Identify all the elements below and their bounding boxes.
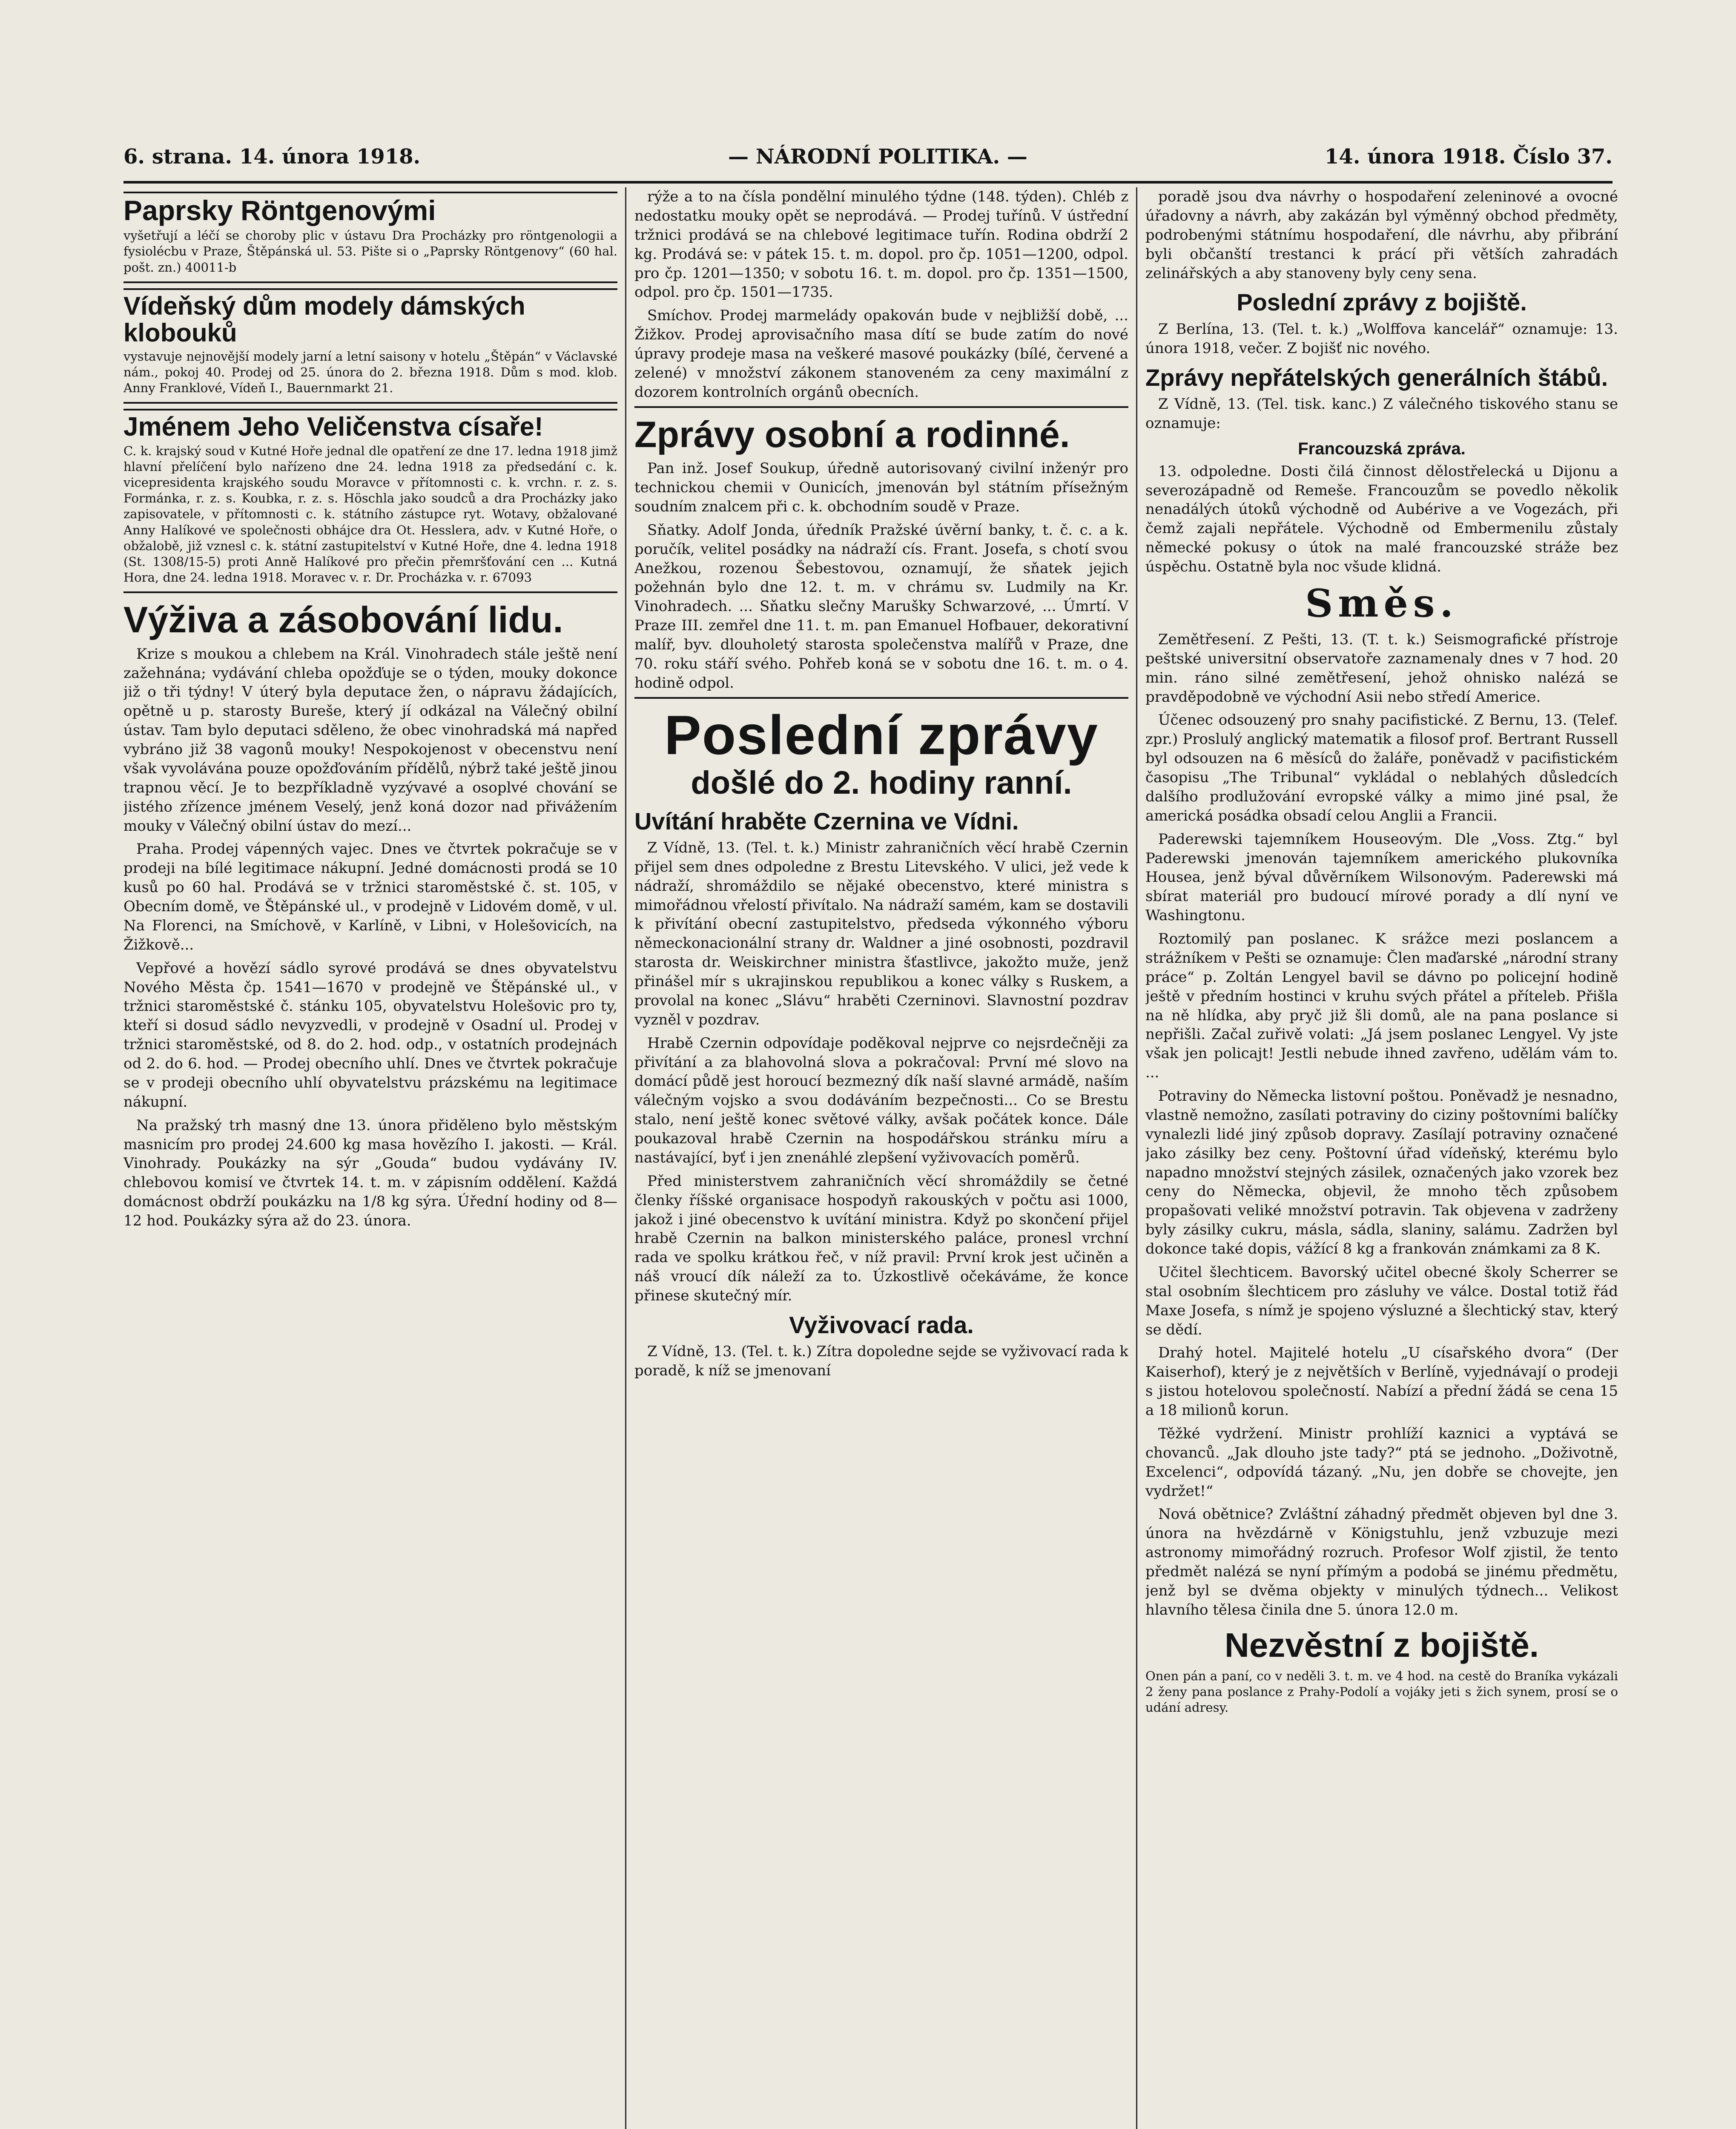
enemy-staffs-paragraph-2: 13. odpoledne. Dosti čilá činnost dělostřelecká u Dijonu a severozápadně od Remeše. Francouzům se povedlo několik nenadálých útoků východně od Aubérive a ve Vogezách, při čemž zajali nepřátele. Východně od Embermenilu zůstaly německé pokusy o útok na malé francouzské stráže bez úspěchu. Ostatně byla noc všude klidná. (1145, 462, 1618, 576)
miscellany-item-1: Zemětřesení. Z Pešti, 13. (T. t. k.) Seismografické přístroje peštské universitní observatoře zaznamenaly dnes v 7 hod. 20 min. ráno silné zemětřesení, jehož ohnisko nalézá se pravděpodobně ve východní Asii nebo středí Americe. (1145, 631, 1618, 706)
header-left: 6. strana. 14. února 1918. (123, 145, 421, 169)
column-1 (123, 187, 617, 2129)
article-title-food-council: Vyživovací rada. (789, 1311, 974, 1338)
miscellany-item-9: Nová obětnice? Zvláštní záhadný předmět objeven byl dne 3. února na hvězdárně v Königstuhlu, jenž vzbuzuje mezi astronomy mimořádný rozruch. Profesor Wolf zjistil, že tento předmět nalézá se nyní přímým a podobá se jinému předmětu, jenž byl se dvěma objekty v minulých týdnech... Velikost hlavního tělesa činila dne 5. února 12.0 m. (1145, 1506, 1618, 1618)
section-title-missing: Nezvěstní z bojiště. (1225, 1626, 1539, 1664)
header-masthead: — NÁRODNÍ POLITIKA. — (728, 145, 1027, 169)
missing-paragraph: Onen pán a paní, co v neděli 3. t. m. ve 4 hod. na cestě do Braníka vykázali 2 ženy pana poslance z Prahy-Podolí a vojáky jeti s žich synem, prosí se o udání adresy. (1145, 1668, 1618, 1715)
court-notice-text: C. k. krajský soud v Kutné Hoře jednal dle opatření ze dne 17. ledna 1918 jimž hlavní přelíčení bylo nařízeno dne 24. ledna 1918 za předsedání c. k. vicepresidenta krajského soudu Moravce v přítomnosti c. k. vrchn. r. z. s. Formánka, r. z. s. Koubka, r. z. s. Höschla jako soudců a dra Procházky jako zapisovatele, v přítomnosti c. k. státního zástupce ryt. Wotavy, obžalované Anny Halíkové ve společnosti obhájce dra Ot. Hesslera, adv. v Kutné Hoře, o obžalobě, již vznesl c. k. státní zastupitelství v Kutné Hoře, dne 4. ledna 1918 (St. 1308/15-5) proti Anně Halíkové pro přečin přemršťování cen ... Kutná Hora, dne 24. ledna 1918. Moravec v. r. Dr. Procházka v. r. 67093 (123, 444, 617, 585)
header-rule (123, 181, 1613, 184)
food-paragraph-2: Praha. Prodej vápenných vajec. Dnes ve čtvrtek pokračuje se v prodeji na bílé legitimace nákupní. Jedné domácnosti prodá se 10 kusů po 60 hal. Prodává se v tržnici staroměstské č. st. 105, v Obecním domě, ve Štěpánské ul., v prodejně v Lidovém domě, v ul. Na Florenci, na Smíchově, v Karlíně, v Libni, v Holešovicích, na Žižkově... (123, 841, 617, 953)
food-continued-2: Smíchov. Prodej marmelády opakován bude v nejbližší době, ... Žižkov. Prodej aprovisačního masa dítí se bude zatím do nové úpravy prodeje masa na veškeré masové poukázky (bílé, červené a zelené) v množství zákonem stanoveném za ceny maximální z dozorem kontrolních orgánů obecních. (634, 307, 1128, 401)
enemy-staffs-paragraph-1: Z Vídně, 13. (Tel. tisk. kanc.) Z válečného tiskového stanu se oznamuje: (1145, 395, 1618, 432)
miscellany-item-8: Těžké vydržení. Ministr prohlíží kaznici a vyptává se chovanců. „Jak dlouho jste tady?“ ptá se jednoho. „Doživotně, Excelenci“, odpovídá tázaný. „Nu, jen dobře se chovejte, jen vydržet!“ (1145, 1425, 1618, 1500)
czernin-paragraph-3: Před ministerstvem zahraničních věcí shromáždily se četné členky říšské organisace hospodyň rakouských v počtu asi 1000, jakož i jiné obecenstvo k uvítání ministra. Když po skončení přijel hrabě Czernin na balkon ministerského paláce, pronesl vrchní rada ve spolku krátkou řeč, v níž pravil: První krok jest učiněn a náš vroucí dík náleží za to. Úzkostlivě očekáváme, že konce přinese skutečný mír. (634, 1172, 1128, 1305)
court-notice (123, 409, 617, 593)
miscellany-item-6: Učitel šlechticem. Bavorský učitel obecné školy Scherrer se stal osobním šlechticem pro zásluhy ve válce. Dostal totiž řád Maxe Josefa, s nímž je spojeno výsluzné a šlechtický stav, který se dědí. (1145, 1263, 1618, 1338)
miscellany-item-4: Roztomilý pan poslanec. K srážce mezi poslancem a strážníkem v Pešti se oznamuje: Člen maďarské „národní strany práce“ p. Zoltán Lengyel bavil se dávno po policejní hodině ještě v předním hostinci v kruhu svých přátel a příteleb. Přišla na ně hlídka, aby pryč již šli domů, ale na pana poslance si nepřišli. Začal zuřivě volati: „Já jsem poslanec Lengyel. Vy jste však jen policajt! Jestli nebude ihned zavřeno, udělám vám to. ... (1145, 930, 1618, 1082)
column-divider-2 (1136, 187, 1137, 2129)
section-title-miscellany: Směs. (1305, 580, 1458, 626)
czernin-paragraph-2: Hrabě Czernin odpovídaje poděkoval nejprve co nejsrdečněji za přivítání a za blahovolná slova a pokračoval: První mé slovo na domácí půdě jest horoucí bezmezný dík naší slavné armádě, naším válečným vojsko a svou dodáváním bezpečnosti... Co se Brestu stalo, není ještě konec světové války, avšak počátek konce. Dále poukazoval hrabě Czernin na hospodářskou stránku míru a nastávající, byť i jen znenáhlé zlepšení vyživovacích poměrů. (634, 1034, 1128, 1166)
section-title-battlefield: Poslední zprávy z bojiště. (1237, 289, 1527, 316)
personal-paragraph-1: Pan inž. Josef Soukup, úředně autorisovaný civilní inženýr pro technickou chemii v Ounicích, jmenován byl státním přísežným soudním znalcem při c. k. obchodním soudě v Praze. (634, 460, 1128, 515)
ad-roentgen (123, 192, 617, 283)
headline-latest-news: Poslední zprávy (664, 703, 1099, 766)
section-title-food: Výživa a zásobování lidu. (123, 600, 563, 641)
headline-latest-news-sub: došlé do 2. hodiny ranní. (691, 764, 1072, 801)
column-2 (634, 187, 1128, 2129)
food-paragraph-1: Krize s moukou a chlebem na Král. Vinohradech stále ještě není zažehnána; vydávání chleba opožďuje se o týden, mouky dokonce již o tři týdny! V úterý byla deputace žen, o nápravu žádajících, opětně u p. starosty Bureše, který jí odkázal na Válečný obilní ústav. Tam bylo deputaci sděleno, že obec vinohradská má napřed vybráno již 38 vagonů mouky! Nespokojenost v obecenstvu není však vyvolávána pouze opožďováním přídělů, nýbrž také ještě jinou trapnou věcí. Je to bezpříkladně vyzývavé a osoplvé chování se jistého zřízence jménem Veselý, jenž koná dozor nad přivážením mouky v Válečný obilní ústav do mezí... (123, 645, 617, 835)
food-council-paragraph: Z Vídně, 13. (Tel. t. k.) Zítra dopoledne sejde se vyživovací rada k poradě, k níž se jmenovaní (634, 1343, 1128, 1380)
column-3 (1145, 187, 1618, 2129)
ad-roentgen-text: vyšetřují a léčí se choroby plic v ústavu Dra Procházky pro röntgenologii a fysiolécbu v Praze, Štěpánská ul. 53. Pište si o „Paprsky Röntgenovy“ (60 hal. pošt. zn.) 40011-b (123, 228, 617, 275)
ad-roentgen-title: Paprsky Röntgenovými (123, 195, 436, 226)
miscellany-item-7: Drahý hotel. Majitelé hotelu „U císařského dvora“ (Der Kaiserhof), který je z největších v Berlíně, vyjednávají o prodeji s jistou hotelovou společností. Nabízí a přední žádá se cena 15 a 18 milionů korun. (1145, 1344, 1618, 1419)
miscellany-item-3: Paderewski tajemníkem Houseovým. Dle „Voss. Ztg.“ byl Paderewski jmenován tajemníkem amerického plukovníka Housea, jenž býval důvěrníkem Wilsonovým. Paderewski má sbírat materiál pro budoucí mírové porady a dlí nyní ve Washingtonu. (1145, 830, 1618, 924)
food-paragraph-3: Vepřové a hovězí sádlo syrové prodává se dnes obyvatelstvu Nového Města čp. 1541—1670 v prodejně ve Štěpánské ul., v tržnici staroměstské č. stánku 105, obyvatelstvu Holešovic pro ty, kteří si dosud sádlo nevyzvedli, v prodejně v Osadní ul. Prodej v tržnici staroměstské, od 8. do 2. hod. odp., v ostatních prodejnách od 2. do 6. hod. — Prodej obecního uhlí. Dnes ve čtvrtek pokračuje se v prodeji obecního uhlí obyvatelstvu prázskému na legitimace nákupní. (123, 959, 617, 1110)
section-title-enemy-staffs: Zprávy nepřátelských generálních štábů. (1145, 364, 1608, 391)
ad-hats (123, 288, 617, 404)
ad-hats-title: Vídeňský dům modely dámských klobouků (123, 291, 525, 347)
article-title-czernin: Uvítání hraběte Czernina ve Vídni. (634, 807, 1019, 835)
czernin-paragraph-1: Z Vídně, 13. (Tel. t. k.) Ministr zahraničních věcí hrabě Czernin přijel sem dnes odpoledne z Brestu Litevského. V ulici, jež vede k nádraží, shromáždilo se nějaké obecenstvo, které ministra s mimořádnou vřelostí přivítalo. Na nádraží samém, kam se dostavili k přivítání obecní zastupitelstvo, předseda výkonného výboru německonacionální strany dr. Waldner a jiné osobnosti, pozdravil starosta dr. Weiskirchner ministra šťastlivce, jakožto muže, jenž přinášel mír s ukrajinskou republikou a konec války s Ruskem, a provolal na konec „Slávu“ hraběti Czerninovi. Slavnostní pozdrav vyzněl v pozdrav. (634, 839, 1128, 1028)
court-notice-title: Jménem Jeho Veličenstva císaře! (123, 412, 543, 442)
page-header (123, 145, 1613, 183)
ad-hats-text: vystavuje nejnovější modely jarní a letní saisony v hotelu „Štěpán“ v Václavské nám., pokoj 40. Prodej od 25. února do 2. března 1918. Dům s mod. klob. Anny Franklové, Vídeň I., Bauernmarkt 21. (123, 349, 617, 395)
food-continued-1: rýže a to na čísla pondělní minulého týdne (148. týden). Chléb z nedostatku mouky opět se neprodává. — Prodej tuřínů. V ústřední tržnici prodává se na chlebové legitimace tuřín. Rodina obdrží 2 kg. Prodává se: v pátek 15. t. m. dopol. pro čp. 1051—1200, odpol. pro čp. 1201—1350; v sobotu 16. t. m. dopol. pro čp. 1351—1500, odpol. pro čp. 1501—1735. (634, 188, 1128, 301)
battlefield-paragraph: Z Berlína, 13. (Tel. t. k.) „Wolffova kancelář“ oznamuje: 13. února 1918, večer. Z bojišť nic nového. (1145, 320, 1618, 357)
header-right: 14. února 1918. Číslo 37. (1324, 145, 1613, 169)
rule (634, 406, 1128, 408)
personal-paragraph-2: Sňatky. Adolf Jonda, úředník Pražské úvěrní banky, t. č. c. a k. poručík, velitel posádky na nádraží cís. Frant. Josefa, s chotí svou Anežkou, rozenou Šebestovou, oznamují, že sňatek jejich požehnán bylo dne 12. t. m. v chrámu sv. Ludmily na Kr. Vinohradech. ... Sňatku slečny Marušky Schwarzové, ... Úmrtí. V Praze III. zemřel dne 11. t. m. pan Emanuel Hofbauer, dekorativní malíř, byv. dlouholetý starosta společenstva malířů v Praze, dne 70. roku stáří svého. Pohřeb koná se v sobotu dne 16. t. m. o 4. hodině odpol. (634, 521, 1128, 691)
section-title-personal: Zprávy osobní a rodinné. (634, 414, 1070, 455)
miscellany-item-2: Účenec odsouzený pro snahy pacifistické. Z Bernu, 13. (Telef. zpr.) Proslulý anglický matematik a filosof prof. Bertrant Russell byl odsouzen na 6 měsíců do žaláře, poněvadž v pacifistickém časopisu „The Tribunal“ vykládal o neblahých důsledcích dalšího prodlužování evropské války a mimo jiné psal, že americká posádka obsadí celou Anglii a Francii. (1145, 712, 1618, 824)
french-report-title: Francouzská zpráva. (1298, 439, 1466, 458)
column3-top-paragraph: poradě jsou dva návrhy o hospodaření zeleninové a ovocné úřadovny a návrh, aby zakázán byl výměnný obchod předměty, podrobenými státnímu hospodaření, dle návrhu, aby přibrání byli občanští trestanci k prácí při větších zahradách zelinářských a aby stanoveny byly ceny sena. (1145, 188, 1618, 282)
column-divider-1 (625, 187, 626, 2129)
rule (634, 697, 1128, 699)
food-paragraph-4: Na pražský trh masný dne 13. února přiděleno bylo městským masnicím pro prodej 24.600 kg masa hovězího I. jakosti. — Král. Vinohrady. Poukázky na sýr „Gouda“ budou vydávány IV. chlebovou komisí ve čtvrtek 14. t. m. v zápisním oddělení. Každá domácnost obdrží poukázku na 1/8 kg sýra. Úřední hodiny od 8—12 hod. Poukázky sýra až do 23. února. (123, 1116, 617, 1229)
miscellany-item-5: Potraviny do Německa listovní poštou. Poněvadž je nesnadno, vlastně nemožno, zasílati potraviny do ciziny poštovními balíčky vynalezli lidé jiný způsob dopravy. Zasílají potraviny označené jako zásilky bez ceny. Poštovní úřad vídeňský, kterému bylo napadno množství stejných zásilek, označených jako vzorek bez ceny do Německa, objevil, že mnoho těch způsobem propašovati veliké množství potravin. Tak objevena v zadrženy byly zásilky cukru, másla, sádla, slaniny, salámu. Zadržen byl dokonce také dopis, vážící 8 kg a frankován známkami za 8 K. (1145, 1087, 1618, 1258)
